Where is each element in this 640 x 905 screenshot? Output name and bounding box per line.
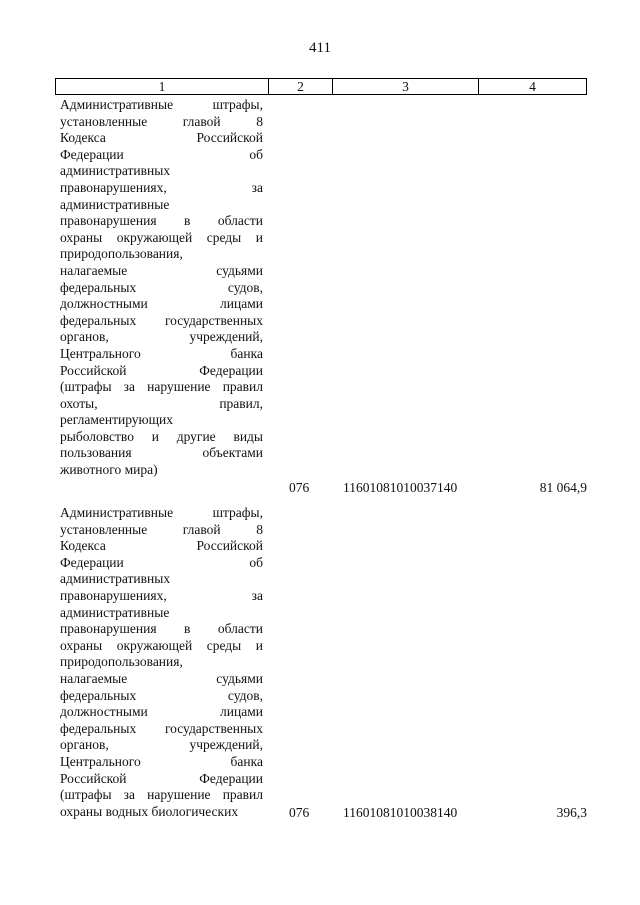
description-line: должностными лицами — [60, 296, 263, 312]
row-admin-code: 076 — [289, 805, 310, 820]
description-line: (штрафы за нарушение правил — [60, 379, 263, 395]
description-line: административных — [60, 571, 171, 587]
header-col-2: 2 — [269, 79, 333, 94]
description-line: правонарушениях, за — [60, 179, 263, 195]
row-description — [60, 505, 263, 820]
description-line: органов, учреждений, — [60, 737, 263, 753]
description-line: административные — [60, 196, 170, 212]
description-line: правонарушения в области — [60, 213, 263, 229]
row-budget-code: 11601081010037140 — [343, 480, 458, 495]
description-line: Центрального банка — [60, 345, 263, 361]
description-line: охоты, правил, — [60, 395, 263, 411]
description-line: налагаемые судьями — [60, 262, 263, 278]
row-amount: 396,3 — [556, 805, 587, 820]
description-line: Центрального банка — [60, 753, 263, 769]
table-header-row — [55, 78, 587, 95]
description-line: Административные штрафы, — [60, 505, 263, 520]
description-line: федеральных судов, — [60, 279, 263, 295]
description-line: Административные штрафы, — [60, 97, 263, 112]
description-line: органов, учреждений, — [60, 329, 263, 345]
row-amount: 81 064,9 — [539, 480, 587, 495]
row-admin-code: 076 — [289, 480, 310, 495]
description-line: административных — [60, 163, 171, 179]
description-line: пользования объектами — [60, 445, 263, 461]
description-line: должностными лицами — [60, 704, 263, 720]
description-line: правонарушения в области — [60, 621, 263, 637]
description-line: установленные главой 8 — [60, 521, 263, 537]
description-line: (штрафы за нарушение правил — [60, 787, 263, 803]
table-row — [60, 97, 587, 497]
header-col-1: 1 — [56, 79, 269, 94]
row-budget-code: 11601081010038140 — [343, 805, 458, 820]
description-line: федеральных судов, — [60, 687, 263, 703]
header-col-4: 4 — [529, 79, 536, 94]
header-col-3: 3 — [333, 79, 479, 94]
row-description — [60, 97, 263, 479]
description-line: Кодекса Российской — [60, 538, 263, 554]
description-line: охраны окружающей среды и — [60, 637, 263, 653]
description-line: охраны водных биологических — [60, 803, 239, 819]
page-number: 411 — [309, 40, 331, 56]
description-line: рыболовство и другие виды — [60, 428, 263, 444]
description-line: федеральных государственных — [60, 720, 263, 736]
description-line: Федерации об — [60, 554, 263, 570]
description-line: правонарушениях, за — [60, 587, 263, 603]
description-line: Кодекса Российской — [60, 130, 263, 146]
description-line: Российской Федерации — [60, 770, 263, 786]
description-line: Федерации об — [60, 146, 263, 162]
description-line: природопользования, — [60, 246, 183, 262]
description-line: налагаемые судьями — [60, 670, 263, 686]
description-line: животного мира) — [60, 462, 158, 478]
description-line: административные — [60, 604, 170, 620]
description-line: природопользования, — [60, 654, 183, 670]
table-row — [60, 505, 587, 835]
description-line: охраны окружающей среды и — [60, 229, 263, 245]
description-line: регламентирующих — [60, 412, 173, 428]
description-line: Российской Федерации — [60, 362, 263, 378]
description-line: установленные главой 8 — [60, 113, 263, 129]
description-line: федеральных государственных — [60, 312, 263, 328]
